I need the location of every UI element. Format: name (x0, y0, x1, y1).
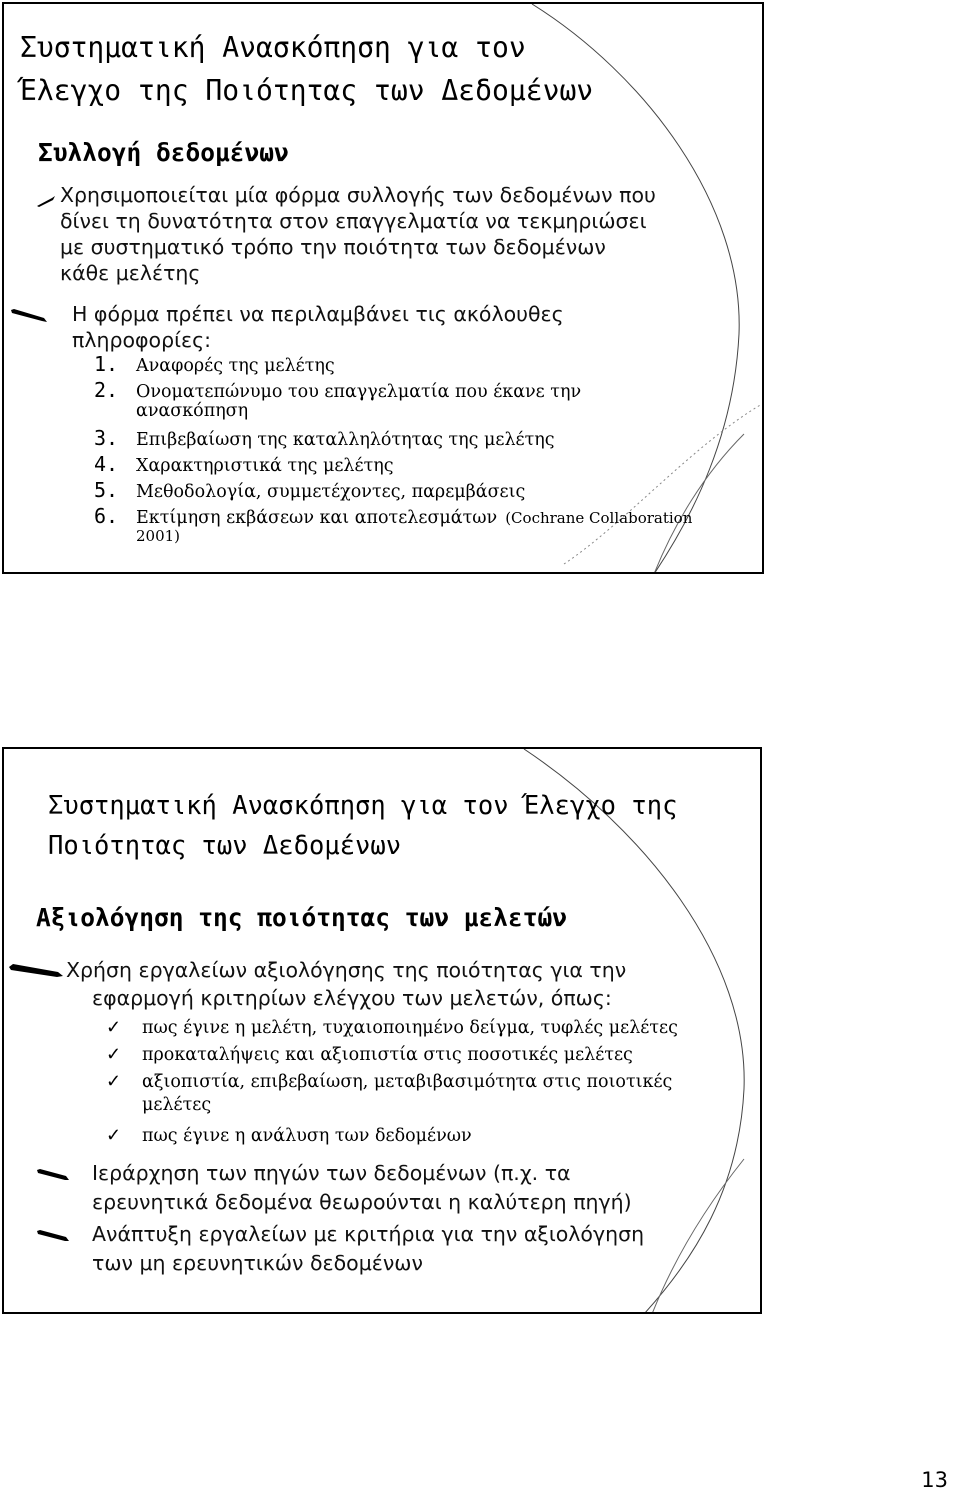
list-item (106, 1125, 678, 1152)
page-number: 13 (921, 1468, 948, 1492)
bullet-line: Η φόρμα πρέπει να περιλαμβάνει τις ακόλουθες (72, 302, 564, 326)
bullet-line: Ανάπτυξη εργαλείων με κριτήρια για την αξιολόγηση (92, 1222, 645, 1246)
item-number: 5. (94, 478, 119, 502)
slide-title-line-2: Έλεγχο της Ποιότητας των Δεδομένων (20, 74, 594, 107)
pen-bullet-icon (36, 1168, 70, 1182)
slide-title-line-2: Ποιότητας των Δεδομένων (48, 831, 402, 861)
pen-bullet-icon (36, 194, 56, 208)
item-text: ανασκόπηση (136, 401, 249, 421)
slide-title-line-1: Συστηματική Ανασκόπηση για τον Έλεγχο της (48, 791, 678, 821)
bullet-evaluation-tools (66, 956, 626, 1012)
list-item (94, 452, 692, 478)
bullet-line: Ιεράρχηση των πηγών των δεδομένων (π.χ. τα (92, 1161, 571, 1185)
item-text: Επιβεβαίωση της καταλληλότητας της μελέτης (136, 430, 555, 450)
bullet-line: με συστηματικό τρόπο την ποιότητα των δεδομένων (60, 235, 606, 259)
item-text: Μεθοδολογία, συμμετέχοντες, παρεμβάσεις (136, 482, 526, 502)
list-item (94, 478, 692, 504)
check-text: πως έγινε η μελέτη, τυχαιοποιημένο δείγμα, τυφλές μελέτες (142, 1018, 678, 1038)
item-number: 2. (94, 378, 119, 402)
item-number: 4. (94, 452, 119, 476)
slide-1 (2, 2, 764, 574)
list-item (106, 1071, 678, 1095)
list-item (94, 504, 692, 526)
list-item (94, 352, 692, 378)
section-heading: Αξιολόγηση της ποιότητας των μελετών (36, 903, 568, 932)
list-item-continuation (94, 401, 692, 426)
item-text: Εκτίμηση εκβάσεων και αποτελεσμάτων (136, 508, 498, 528)
check-text: αξιοπιστία, επιβεβαίωση, μεταβιβασιμότητα στις ποιοτικές (142, 1072, 673, 1092)
checkmark-icon: ✓ (106, 1125, 122, 1146)
list-item-continuation (94, 526, 692, 545)
numbered-list (94, 352, 692, 545)
check-text: προκαταλήψεις και αξιοπιστία στις ποσοτικές μελέτες (142, 1045, 633, 1065)
list-item (106, 1017, 678, 1044)
slide-2 (2, 747, 762, 1314)
list-item (94, 426, 692, 452)
bullet-form-contents (72, 301, 564, 353)
bullet-tool-development (92, 1220, 644, 1278)
section-heading: Συλλογή δεδομένων (38, 138, 289, 167)
bullet-line: ερευνητικά δεδομένα θεωρούνται η καλύτερη πηγή) (92, 1190, 632, 1214)
checkmark-icon: ✓ (106, 1044, 122, 1065)
bullet-line: Χρησιμοποιείται μία φόρμα συλλογής των δεδομένων που (60, 183, 656, 207)
list-item (106, 1044, 678, 1071)
citation: 2001) (136, 527, 181, 545)
slide-title-line-1: Συστηματική Ανασκόπηση για τον (20, 31, 526, 64)
bullet-line: κάθε μελέτης (60, 261, 201, 285)
pen-bullet-icon (8, 963, 64, 979)
citation: (Cochrane Collaboration (505, 509, 693, 527)
item-text: Αναφορές της μελέτης (136, 356, 335, 376)
checkmark-icon: ✓ (106, 1071, 122, 1092)
bullet-line: πληροφορίες: (72, 328, 212, 352)
pen-bullet-icon (10, 308, 48, 324)
item-number: 1. (94, 352, 119, 376)
list-item-continuation (106, 1095, 678, 1125)
item-text: Χαρακτηριστικά της μελέτης (136, 456, 394, 476)
checkmark-icon: ✓ (106, 1017, 122, 1038)
bullet-line: εφαρμογή κριτηρίων ελέγχου των μελετών, όπως: (92, 986, 612, 1010)
bullet-source-hierarchy (92, 1159, 632, 1217)
pen-bullet-icon (36, 1229, 70, 1243)
item-text: Ονοματεπώνυμο του επαγγελματία που έκανε την (136, 382, 582, 402)
check-text: πως έγινε η ανάλυση των δεδομένων (142, 1126, 472, 1146)
checklist (106, 1017, 678, 1152)
bullet-line: δίνει τη δυνατότητα στον επαγγελματία να τεκμηριώσει (60, 209, 647, 233)
item-number: 6. (94, 504, 119, 528)
check-text: μελέτες (142, 1095, 212, 1115)
bullet-line: των μη ερευνητικών δεδομένων (92, 1251, 423, 1275)
list-item (94, 378, 692, 401)
bullet-form-usage (60, 182, 656, 286)
item-number: 3. (94, 426, 119, 450)
bullet-line: Χρήση εργαλείων αξιολόγησης της ποιότητας για την (66, 958, 627, 982)
